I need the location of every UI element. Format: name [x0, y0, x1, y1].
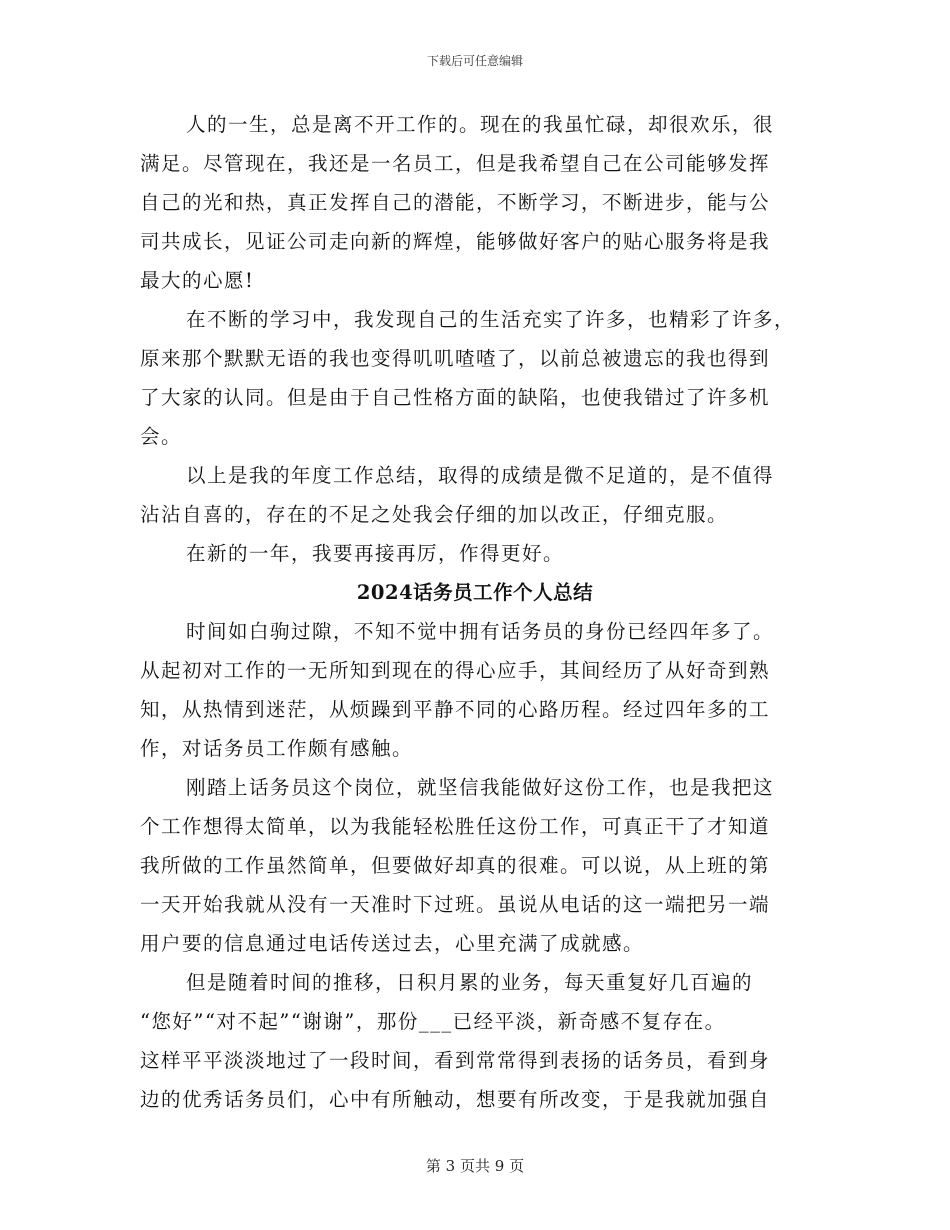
text-line: 沾沾自喜的，存在的不足之处我会仔细的加以改正，仔细克服。 — [140, 503, 729, 526]
text-line: 用户要的信息通过电话传送过去，心里充满了成就感。 — [140, 932, 645, 955]
text-line: 在新的一年，我要再接再厉，作得更好。 — [186, 542, 565, 565]
document-body — [140, 105, 810, 1119]
text-line: 在不断的学习中，我发现自己的生活充实了许多，也精彩了许多， — [186, 308, 796, 331]
page-number: 第 3 页共 9 页 — [425, 1157, 525, 1175]
text-line: 从起初对工作的一无所知到现在的得心应手，其间经历了从好奇到熟 — [140, 659, 771, 682]
text-line: 我所做的工作虽然简单，但要做好却真的很难。可以说，从上班的第 — [140, 854, 771, 877]
page-header: 下载后可任意编辑 — [426, 54, 523, 68]
text-line: 原来那个默默无语的我也变得叽叽喳喳了，以前总被遗忘的我也得到 — [140, 347, 771, 370]
text-line: 自己的光和热，真正发挥自己的潜能，不断学习，不断进步，能与公 — [140, 191, 771, 214]
text-line: 边的优秀话务员们，心中有所触动，想要有所改变，于是我就加强自 — [140, 1088, 771, 1111]
text-line: 个工作想得太简单，以为我能轻松胜任这份工作，可真正干了才知道 — [140, 815, 771, 838]
text-line: 刚踏上话务员这个岗位，就坚信我能做好这份工作，也是我把这 — [186, 776, 775, 799]
text-line: 会。 — [140, 425, 183, 448]
text-line: 时间如白驹过隙，不知不觉中拥有话务员的身份已经四年多了。 — [186, 620, 775, 643]
text-line: 作，对话务员工作颇有感触。 — [140, 737, 414, 760]
text-line: 人的一生，总是离不开工作的。现在的我虽忙碌，却很欢乐，很 — [186, 113, 775, 136]
text-line: 最大的心愿! — [140, 269, 255, 292]
text-line: 司共成长，见证公司走向新的辉煌，能够做好客户的贴心服务将是我 — [140, 230, 771, 253]
text-line: 了大家的认同。但是由于自己性格方面的缺陷，也使我错过了许多机 — [140, 386, 771, 409]
text-line: 一天开始我就从没有一天准时下过班。虽说从电话的这一端把另一端 — [140, 893, 771, 916]
text-line: 以上是我的年度工作总结，取得的成绩是微不足道的，是不值得 — [186, 464, 775, 487]
text-line: 知，从热情到迷茫，从烦躁到平静不同的心路历程。经过四年多的工 — [140, 698, 771, 721]
text-line: 但是随着时间的推移，日积月累的业务，每天重复好几百遍的 — [186, 971, 754, 994]
text-line: 这样平平淡淡地过了一段时间，看到常常得到表扬的话务员，看到身 — [140, 1049, 771, 1072]
text-line: “您好”“对不起”“谢谢”，那份___已经平淡，新奇感不复存在。 — [140, 1010, 726, 1033]
text-line: 满足。尽管现在，我还是一名员工，但是我希望自己在公司能够发挥 — [140, 152, 771, 175]
section-title: 2024话务员工作个人总结 — [356, 581, 594, 604]
